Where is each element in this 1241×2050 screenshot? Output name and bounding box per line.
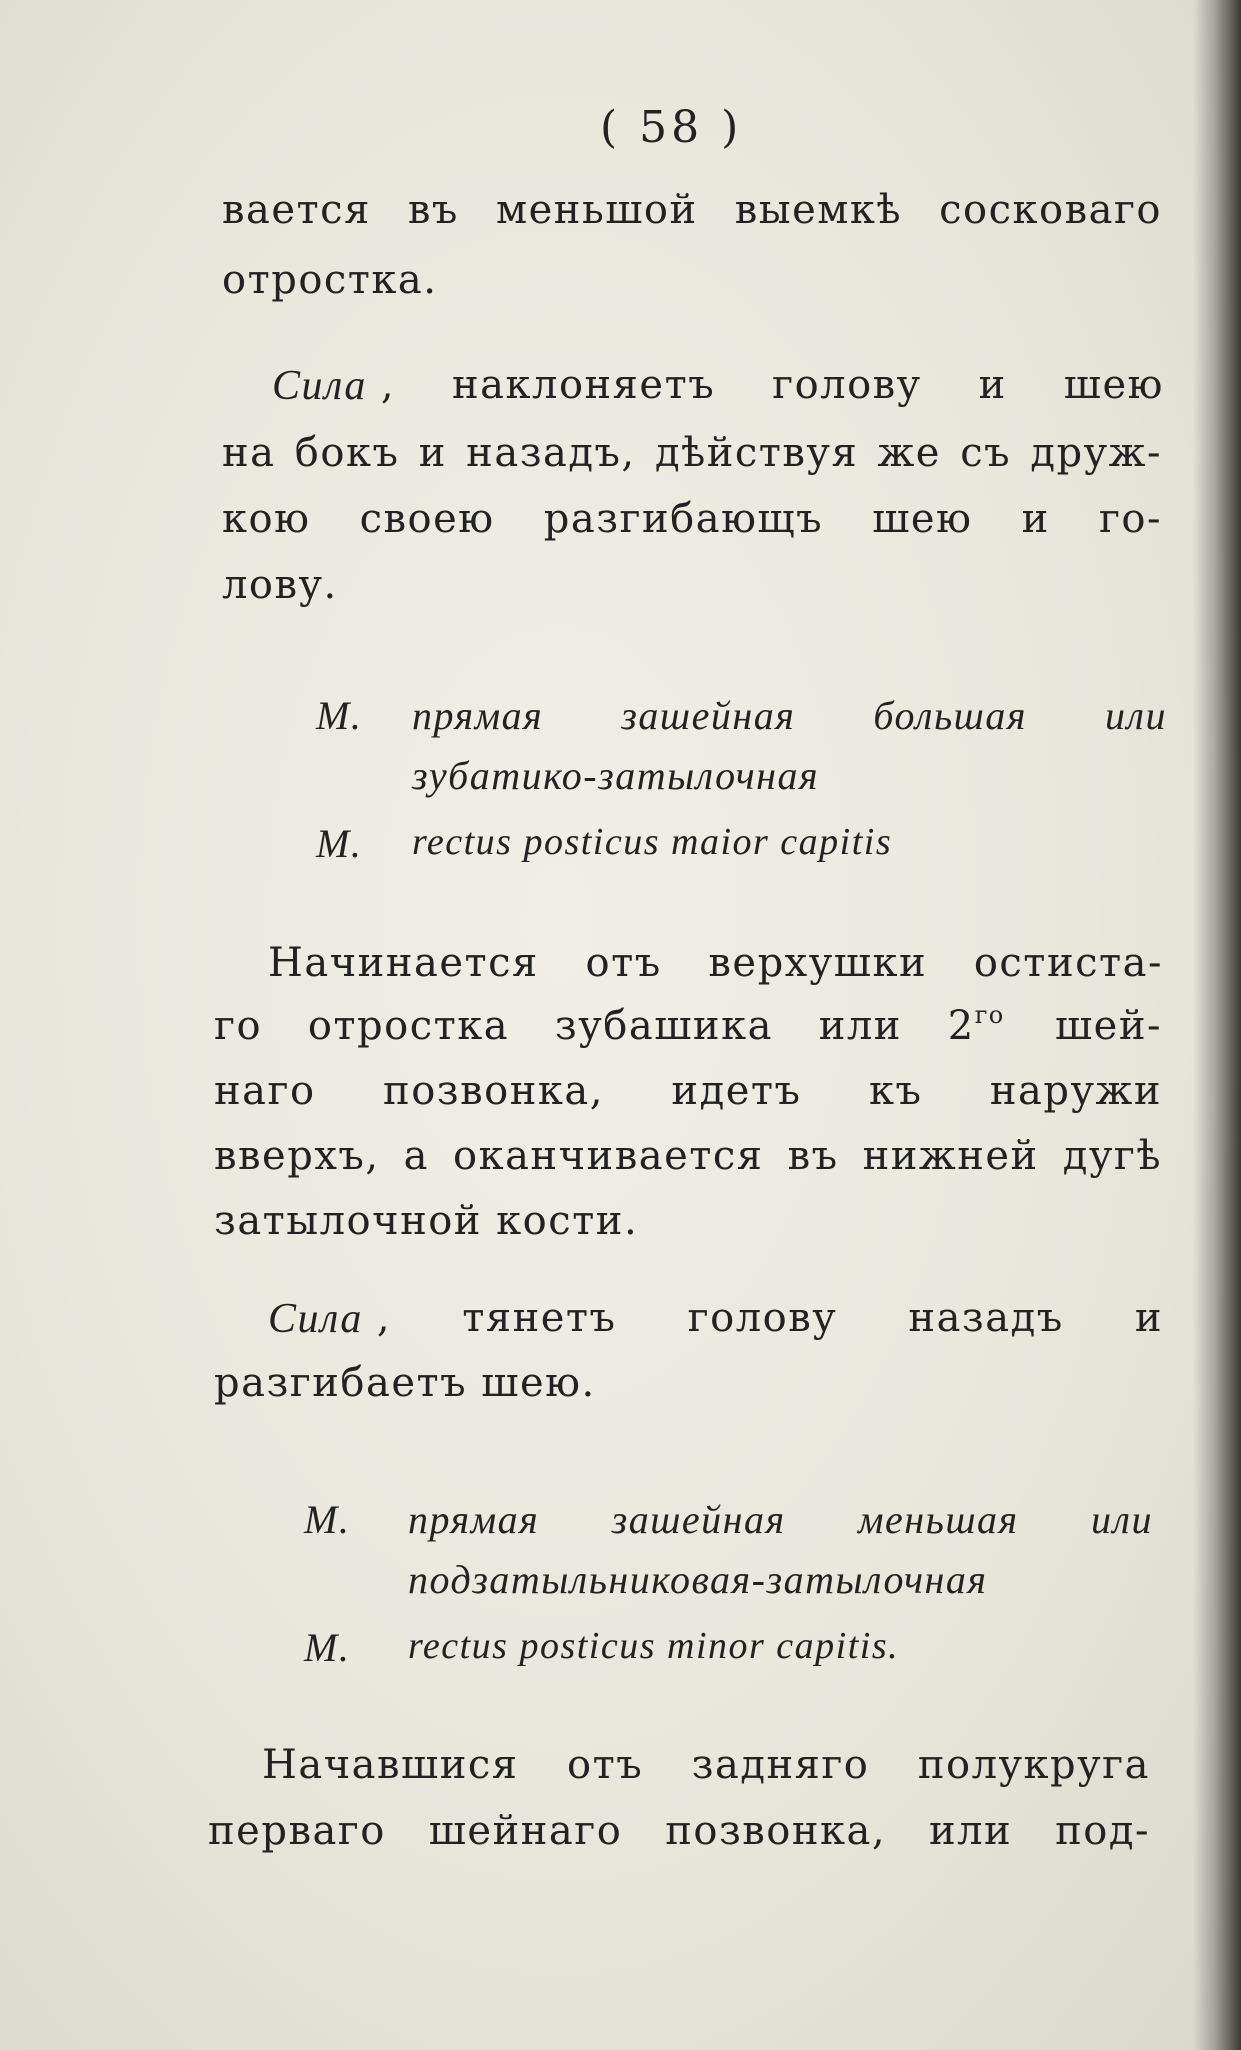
sila-label: Сила xyxy=(272,363,367,409)
m2-russian-line-1: прямая зашейная меньшая или xyxy=(408,1497,1153,1542)
sila-label-2: Сила xyxy=(268,1296,363,1342)
m1-latin-name: rectus posticus maior capitis xyxy=(412,821,893,863)
p4-line-1 xyxy=(268,1295,1163,1343)
ordinal-superscript: го xyxy=(974,1001,1005,1029)
p4-line-2: разгибаетъ шею. xyxy=(214,1360,596,1406)
p2-line-4: лову. xyxy=(222,562,338,608)
m1-russian-line-1: прямая зашейная большая или xyxy=(412,693,1167,738)
p3-line-2-b: шей- xyxy=(1040,1003,1162,1049)
p5-line-2: перваго шейнаго позвонка, или под- xyxy=(208,1808,1150,1854)
p3-line-2-a: го отростка зубашика или $2^{го}$ xyxy=(214,1001,1005,1049)
p2-line-2: на бокъ и назадъ, дѣйствуя же съ друж- xyxy=(222,430,1162,476)
p2-line-3: кою своею разгибающъ шею и го- xyxy=(222,496,1162,542)
p3-line-1: Начинается отъ верхушки остиста- xyxy=(268,940,1163,986)
p2-line-1 xyxy=(272,362,1164,410)
p2-line-1-rest: , наклоняетъ голову и шею xyxy=(380,362,1164,408)
page-number: ( 58 ) xyxy=(600,102,743,153)
p3-line-5: затылочной кости. xyxy=(214,1198,639,1244)
binding-shadow xyxy=(1193,0,1241,2050)
p3-line-4: вверхъ, а оканчивается въ нижней дугѣ xyxy=(214,1133,1162,1179)
p3-line-2 xyxy=(214,1003,1162,1049)
p3-line-3: наго позвонка, идетъ къ наружи xyxy=(214,1068,1162,1114)
p5-line-1: Начавшися отъ задняго полукруга xyxy=(262,1742,1150,1788)
p1-line-2: отростка. xyxy=(222,257,438,303)
m1-label: М. xyxy=(316,693,363,738)
m2-latin-name: rectus posticus minor capitis. xyxy=(408,1625,900,1667)
m1-latin-label: M. xyxy=(316,821,363,866)
p1-line-1: вается въ меньшой выемкѣ сосковаго xyxy=(222,187,1162,233)
m2-russian-line-2: подзатыльниковая-затылочная xyxy=(408,1557,988,1602)
p4-line-1-rest: , тянетъ голову назадъ и xyxy=(376,1295,1163,1341)
m2-label: М. xyxy=(304,1497,351,1542)
m2-latin-label: M. xyxy=(304,1625,351,1670)
m1-russian-line-2: зубатико-затылочная xyxy=(412,753,820,798)
